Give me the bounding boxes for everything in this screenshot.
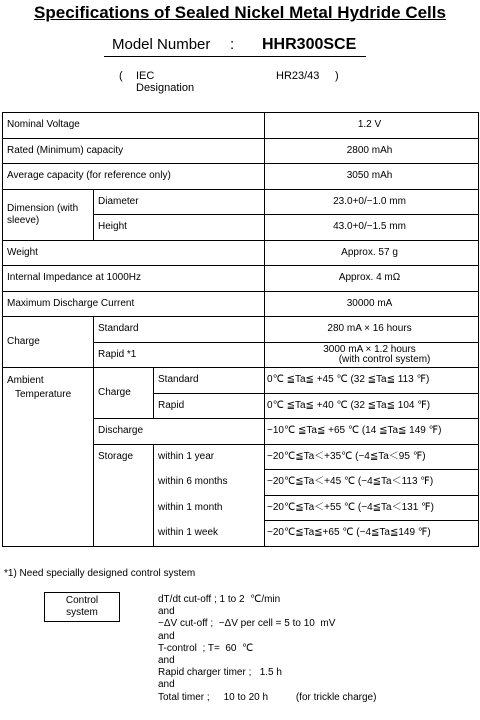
storage-period-value: −20℃≦Ta≦+65 ℃ (−4≦Ta≦149 ℉) (265, 521, 479, 547)
control-line: T-control ; T= 60 ℃ (158, 642, 254, 654)
control-box-line1: Control (65, 595, 99, 606)
table-row (3, 317, 479, 343)
charge-rapid-value: 3000 mA × 1.2 hours (323, 343, 416, 355)
iec-open-paren: ( (119, 70, 123, 82)
model-number-colon: : (230, 36, 235, 53)
nominal-voltage-value: 1.2 V (265, 113, 479, 139)
control-box-line2: system (66, 607, 98, 618)
table-row (3, 164, 479, 190)
rated-capacity-value: 2800 mAh (265, 138, 479, 164)
ambient-standard-label: Standard (154, 368, 265, 394)
table-row (3, 291, 479, 317)
ambient-label-line2: Temperature (15, 389, 72, 400)
charge-standard-label: Standard (94, 317, 265, 343)
table-row (3, 240, 479, 266)
ambient-discharge-value: −10℃ ≦Ta≦ +65 ℃ (14 ≦Ta≦ 149 ℉) (265, 419, 479, 445)
storage-period-label: within 1 month (154, 495, 265, 521)
charge-rapid-cell (265, 342, 479, 368)
ambient-standard-value: 0℃ ≦Ta≦ +45 ℃ (32 ≦Ta≦ 113 ℉) (265, 368, 479, 394)
control-line: and (158, 655, 175, 667)
table-row (3, 189, 479, 215)
storage-label: Storage (94, 444, 154, 546)
control-conditions (158, 594, 376, 704)
dimension-label: Dimension (with sleeve) (3, 189, 94, 240)
control-line: dT/dt cut-off ; 1 to 2 ℃/min (158, 594, 281, 605)
control-line: Total timer ; 10 to 20 h (for trickle charge) (158, 691, 377, 703)
control-line: and (158, 679, 175, 691)
table-row (3, 368, 479, 394)
max-discharge-label: Maximum Discharge Current (3, 291, 265, 317)
max-discharge-value: 30000 mA (265, 291, 479, 317)
diameter-label: Diameter (94, 189, 265, 215)
storage-period-value: −20℃≦Ta＜+45 ℃ (−4≦Ta＜113 ℉) (265, 470, 479, 496)
ambient-rapid-value: 0℃ ≦Ta≦ +40 ℃ (32 ≦Ta≦ 104 ℉) (265, 393, 479, 419)
weight-label: Weight (3, 240, 265, 266)
impedance-value: Approx. 4 mΩ (265, 266, 479, 292)
specifications-table (2, 112, 479, 547)
iec-designation-label: IEC Designation (136, 70, 195, 94)
ambient-label-line1: Ambient (7, 375, 44, 386)
control-system-box (44, 592, 120, 622)
diameter-value: 23.0+0/−1.0 mm (265, 189, 479, 215)
control-line: −ΔV cut-off ; −ΔV per cell = 5 to 10 mV (158, 618, 336, 630)
model-number-label: Model Number (112, 36, 211, 53)
control-line: and (158, 630, 175, 642)
charge-standard-value: 280 mA × 16 hours (265, 317, 479, 343)
storage-period-label: within 1 week (154, 521, 265, 547)
charge-rapid-label: Rapid *1 (94, 342, 265, 368)
model-number-value: HHR300SCE (262, 36, 357, 53)
storage-period-value: −20℃≦Ta＜+35℃ (−4≦Ta＜95 ℉) (265, 444, 479, 470)
footnote: *1) Need specially designed control system (4, 568, 196, 579)
iec-designation-value: HR23/43 (276, 70, 320, 82)
height-label: Height (94, 215, 265, 241)
ambient-rapid-label: Rapid (154, 393, 265, 419)
ambient-charge-label: Charge (94, 368, 154, 419)
control-line: Rapid charger timer ; 1.5 h (158, 667, 282, 679)
control-line: and (158, 606, 175, 618)
table-row (3, 266, 479, 292)
charge-label: Charge (3, 317, 94, 368)
storage-period-value: −20℃≦Ta＜+55 ℃ (−4≦Ta＜131 ℉) (265, 495, 479, 521)
ambient-temperature-label (3, 368, 94, 547)
model-underline (104, 56, 366, 57)
storage-period-label: within 1 year (154, 444, 265, 470)
rated-capacity-label: Rated (Minimum) capacity (3, 138, 265, 164)
charge-rapid-note: (with control system) (338, 353, 431, 365)
document-title: Specifications of Sealed Nickel Metal Hydride Cells (34, 3, 446, 22)
height-value: 43.0+0/−1.5 mm (265, 215, 479, 241)
ambient-discharge-label: Discharge (94, 419, 265, 445)
table-row (3, 113, 479, 139)
weight-value: Approx. 57 g (265, 240, 479, 266)
average-capacity-value: 3050 mAh (265, 164, 479, 190)
impedance-label: Internal Impedance at 1000Hz (3, 266, 265, 292)
nominal-voltage-label: Nominal Voltage (3, 113, 265, 139)
iec-close-paren: ) (335, 70, 339, 82)
table-row (3, 138, 479, 164)
storage-period-label: within 6 months (154, 470, 265, 496)
average-capacity-label: Average capacity (for reference only) (3, 164, 265, 190)
